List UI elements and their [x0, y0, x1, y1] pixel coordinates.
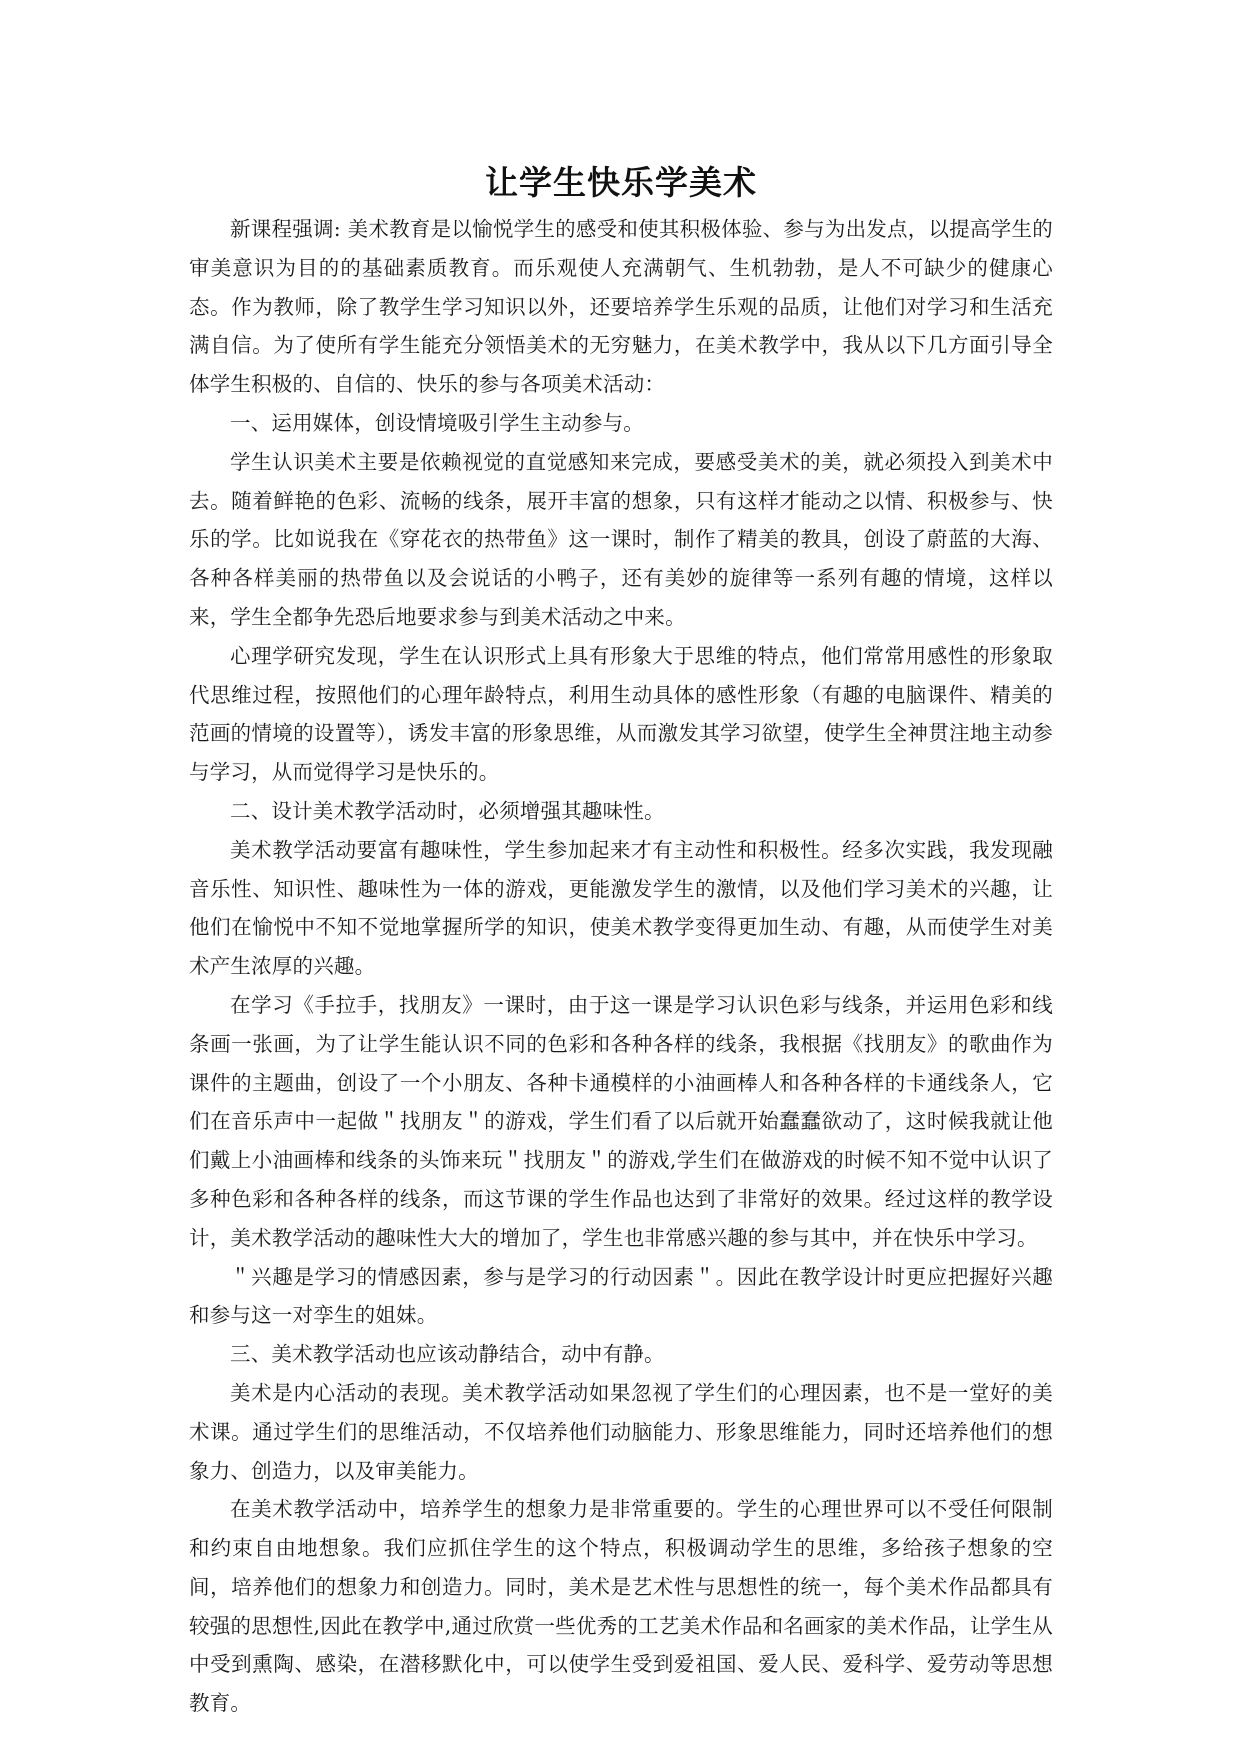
section-heading-1: 一、运用媒体，创设情境吸引学生主动参与。 [230, 410, 644, 435]
paragraph-intro: 新课程强调: 美术教育是以愉悦学生的感受和使其积极体验、参与为出发点，以提高学生的审美意识为目的的基础素质教育。而乐观使人充满朝气、生机勃勃，是人不可缺少的健康心态。作为教师，除了教学生学习知识以外，还要培养学生乐观的品质，让他们对学习和生活充满自信。为了使所有学生能充分领悟美术的无穷魅力，在美术教学中，我从以下几方面引导全体学生积极的、自信的、快乐的参与各项美术活动： [189, 217, 1053, 397]
paragraph-find-friends-lesson: 在学习《手拉手，找朋友》一课时，由于这一课是学习认识色彩与线条，并运用色彩和线条画一张画，为了让学生能认识不同的色彩和各种各样的线条，我根据《找朋友》的歌曲作为课件的主题曲，创设了一个小朋友、各种卡通模样的小油画棒人和各种各样的卡通线条人，它们在音乐声中一起做＂找朋友＂的游戏，学生们看了以后就开始蠢蠢欲动了，这时候我就让他们戴上小油画棒和线条的头饰来玩＂找朋友＂的游戏,学生们在做游戏的时候不知不觉中认识了多种色彩和各种各样的线条，而这节课的学生作品也达到了非常好的效果。经过这样的教学设计，美术教学活动的趣味性大大的增加了，学生也非常感兴趣的参与其中，并在快乐中学习。 [189, 992, 1053, 1250]
paragraph-imagination: 在美术教学活动中，培养学生的想象力是非常重要的。学生的心理世界可以不受任何限制和约束自由地想象。我们应抓住学生的这个特点，积极调动学生的思维，多给孩子想象的空间，培养他们的想象力和创造力。同时，美术是艺术性与思想性的统一，每个美术作品都具有较强的思想性,因此在教学中,通过欣赏一些优秀的工艺美术作品和名画家的美术作品，让学生从中受到熏陶、感染，在潜移默化中，可以使学生受到爱祖国、爱人民、爱科学、爱劳动等思想教育。 [189, 1497, 1053, 1716]
paragraph-media-perception: 学生认识美术主要是依赖视觉的直觉感知来完成，要感受美术的美，就必须投入到美术中去。随着鲜艳的色彩、流畅的线条，展开丰富的想象，只有这样才能动之以情、积极参与、快乐的学。比如说我在《穿花衣的热带鱼》这一课时，制作了精美的教具，创设了蔚蓝的大海、各种各样美丽的热带鱼以及会说话的小鸭子，还有美妙的旋律等一系列有趣的情境，这样以来，学生全都争先恐后地要求参与到美术活动之中来。 [189, 449, 1053, 629]
section-heading-2: 二、设计美术教学活动时，必须增强其趣味性。 [230, 798, 665, 823]
section-heading-3: 三、美术教学活动也应该动静结合，动中有静。 [230, 1342, 665, 1367]
document-page [189, 158, 1053, 1723]
document-title: 让学生快乐学美术 [485, 163, 757, 202]
paragraph-psychology: 心理学研究发现，学生在认识形式上具有形象大于思维的特点，他们常常用感性的形象取代思维过程，按照他们的心理年龄特点，利用生动具体的感性形象（有趣的电脑课件、精美的范画的情境的设置等），诱发丰富的形象思维，从而激发其学习欲望，使学生全神贯注地主动参与学习，从而觉得学习是快乐的。 [189, 643, 1053, 785]
paragraph-inner-activity: 美术是内心活动的表现。美术教学活动如果忽视了学生们的心理因素，也不是一堂好的美术课。通过学生们的思维活动，不仅培养他们动脑能力、形象思维能力，同时还培养他们的想象力、创造力，以及审美能力。 [189, 1380, 1053, 1483]
paragraph-interest: 美术教学活动要富有趣味性，学生参加起来才有主动性和积极性。经多次实践，我发现融音乐性、知识性、趣味性为一体的游戏，更能激发学生的激情，以及他们学习美术的兴趣，让他们在愉悦中不知不觉地掌握所学的知识，使美术教学变得更加生动、有趣，从而使学生对美术产生浓厚的兴趣。 [189, 837, 1053, 979]
paragraph-quote: ＂兴趣是学习的情感因素，参与是学习的行动因素＂。因此在教学设计时更应把握好兴趣和参与这一对孪生的姐妹。 [189, 1264, 1053, 1328]
